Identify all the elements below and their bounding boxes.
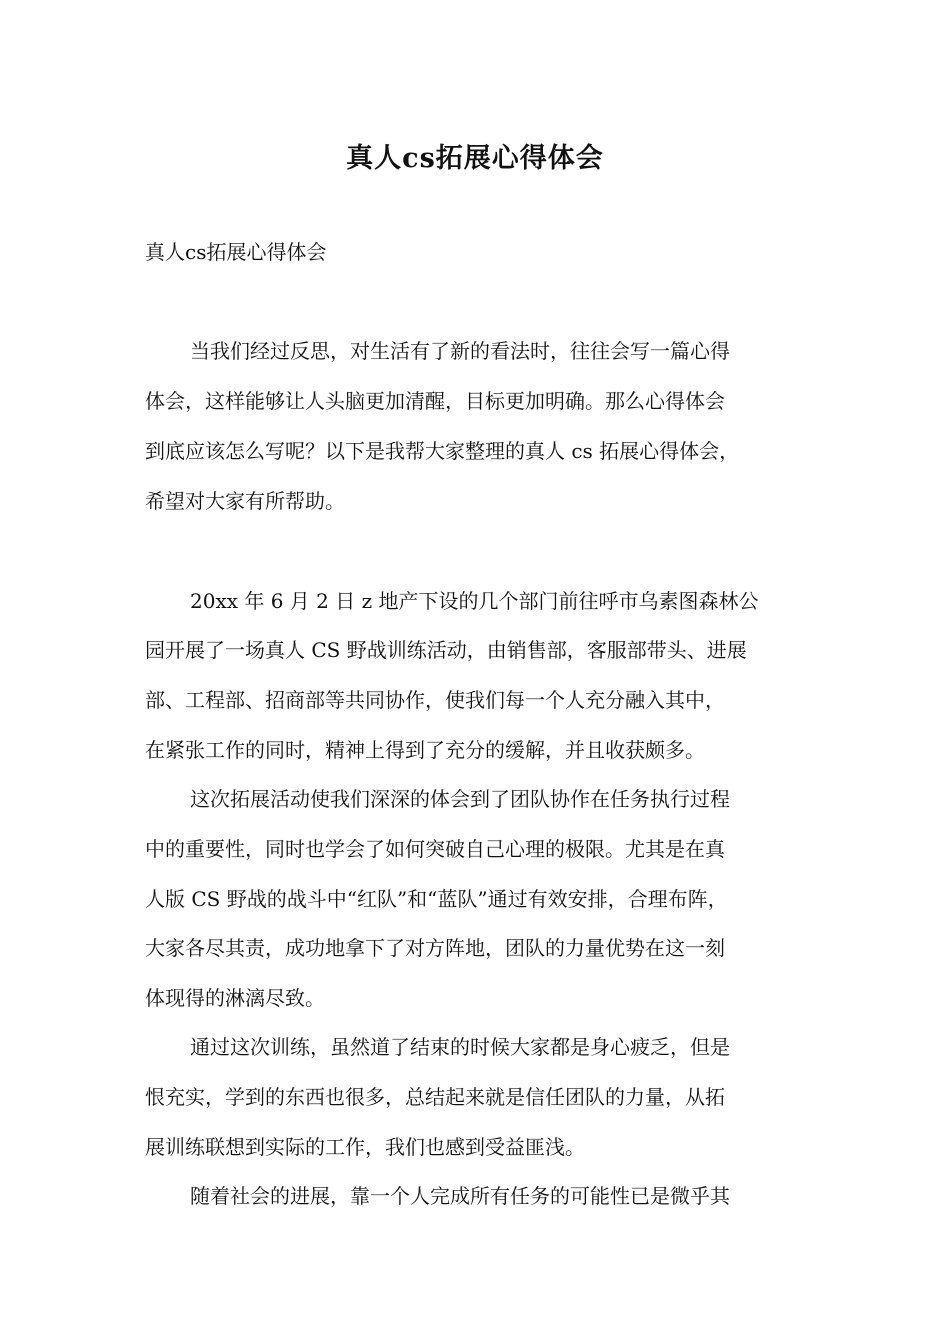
text-line: 在紧张工作的同时，精神上得到了充分的缓解，并且收获颇多。 [145, 738, 705, 762]
text-line: 20xx 年 6 月 2 日 z 地产下设的几个部门前往呼市乌素图森林公 [190, 589, 759, 613]
text-line: 展训练联想到实际的工作，我们也感到受益匪浅。 [145, 1135, 585, 1159]
text-line: 恨充实，学到的东西也很多，总结起来就是信任团队的力量，从拓 [145, 1085, 725, 1109]
text-line: 体会，这样能够让人头脑更加清醒，目标更加明确。那么心得体会 [145, 389, 725, 413]
document-title: 真人cs拓展心得体会 [346, 143, 604, 174]
document-subtitle: 真人cs拓展心得体会 [145, 240, 327, 264]
text-line: 当我们经过反思，对生活有了新的看法时，往往会写一篇心得 [190, 339, 730, 363]
text-line: 大家各尽其责，成功地拿下了对方阵地，团队的力量优势在这一刻 [145, 936, 725, 960]
text-line: 到底应该怎么写呢？以下是我帮大家整理的真人 cs 拓展心得体会， [145, 439, 740, 463]
text-line: 这次拓展活动使我们深深的体会到了团队协作在任务执行过程 [190, 787, 730, 811]
text-line: 通过这次训练，虽然道了结束的时候大家都是身心疲乏，但是 [190, 1035, 730, 1059]
text-line: 部、工程部、招商部等共同协作，使我们每一个人充分融入其中， [145, 688, 725, 712]
text-line: 希望对大家有所帮助。 [145, 489, 345, 513]
text-line: 随着社会的进展，靠一个人完成所有任务的可能性已是微乎其 [190, 1184, 730, 1208]
text-line: 园开展了一场真人 CS 野战训练活动，由销售部，客服部带头、进展 [145, 638, 747, 662]
text-line: 中的重要性，同时也学会了如何突破自己心理的极限。尤其是在真 [145, 837, 725, 861]
text-line: 体现得的淋漓尽致。 [145, 986, 325, 1010]
text-line: 人版 CS 野战的战斗中“红队”和“蓝队”通过有效安排，合理布阵， [145, 887, 728, 911]
